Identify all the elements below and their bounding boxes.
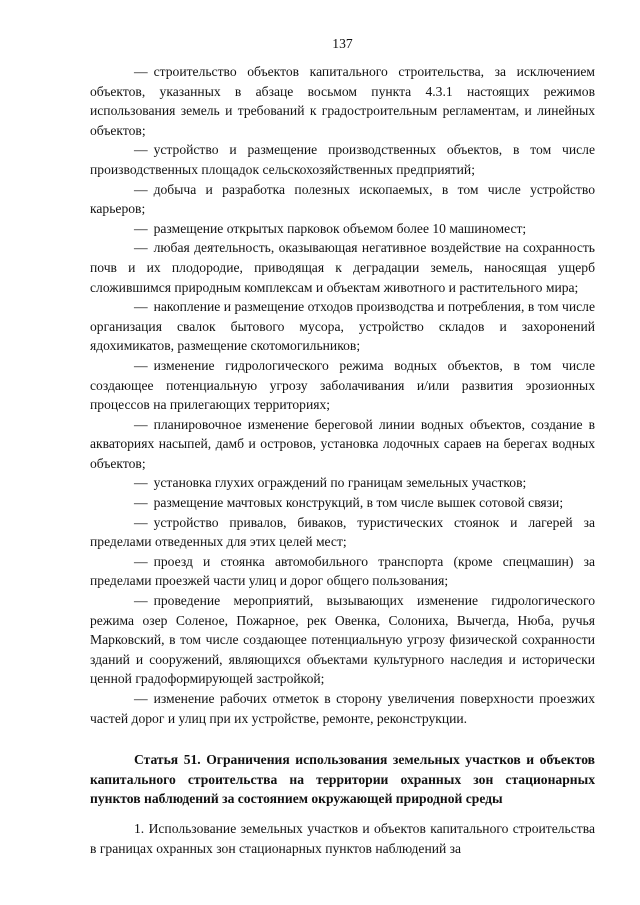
- dash-marker: —: [134, 357, 148, 373]
- list-item: [90, 140, 595, 179]
- dash-marker: —: [134, 299, 148, 315]
- list-item-text: устройство и размещение производственных объектов, в том числе производственных площадок сельскохозяйственных предприятий;: [90, 142, 595, 177]
- dash-marker: —: [134, 181, 148, 197]
- dash-marker: —: [134, 691, 148, 706]
- list-item-text: проведение мероприятий, вызывающих изменение гидрологического режима озер Соленое, Пожарное, рек Овенка, Солониха, Вычегда, Нюба, ручья Марковский, в том числе создающее потенциальную угрозу физической сохранности зданий и сооружений, являющихся объектами культурного наследия и исторически ценной градоформирующей застройкой;: [90, 593, 595, 687]
- list-item-text: устройство привалов, биваков, туристических стоянок и лагерей за пределами отведенных для этих целей мест;: [90, 514, 595, 550]
- dash-marker: —: [134, 514, 148, 530]
- list-item-text: планировочное изменение береговой линии водных объектов, создание в акваториях насыпей, дамб и островов, установка лодочных сараев на берегах водных объектов;: [90, 416, 595, 471]
- list-item: [90, 180, 595, 219]
- dash-marker: —: [134, 64, 148, 79]
- list-item: [90, 238, 595, 297]
- list-item-text: изменение гидрологического режима водных объектов, в том числе создающее потенциальную угрозу заболачивания и/или развития эрозионных процессов на прилегающих территориях;: [90, 357, 595, 413]
- dash-marker: —: [134, 416, 148, 432]
- list-item: [90, 493, 595, 513]
- list-item: [90, 219, 595, 239]
- page-number: 137: [332, 36, 353, 51]
- paragraph-1: 1. Использование земельных участков и объектов капитального строительства в границах охранных зон стационарных пунктов наблюдений за: [90, 820, 595, 856]
- article-heading: Статья 51. Ограничения использования земельных участков и объектов капитального строительства на территории охранных зон стационарных пунктов наблюдений за состоянием окружающей природной среды: [90, 752, 595, 807]
- list-item: [90, 689, 595, 728]
- list-item-text: размещение открытых парковок объемом более 10 машиномест;: [153, 220, 527, 236]
- list-item: [90, 513, 595, 552]
- dash-marker: —: [134, 220, 148, 236]
- list-item: [90, 473, 595, 493]
- list-item: [90, 297, 595, 356]
- dash-marker: —: [134, 553, 148, 569]
- list-item: [90, 62, 595, 140]
- list-item-text: размещение мачтовых конструкций, в том числе вышек сотовой связи;: [153, 495, 564, 511]
- list-item: [90, 552, 595, 591]
- list-item-text: любая деятельность, оказывающая негативное воздействие на сохранность почв и их плодородие, приводящая к деградации земель, наносящая ущерб сложившимся природным комплексам и объектам животного и растительного мира;: [90, 240, 595, 295]
- dash-marker: —: [134, 240, 148, 256]
- list-item-text: добыча и разработка полезных ископаемых, в том числе устройство карьеров;: [90, 181, 595, 217]
- dash-marker: —: [134, 495, 148, 511]
- list-item: [90, 356, 595, 415]
- dash-marker: —: [134, 593, 148, 609]
- restriction-list: [90, 62, 595, 728]
- list-item-text: проезд и стоянка автомобильного транспорта (кроме спецмашин) за пределами проезжей части улиц и дорог общего пользования;: [90, 553, 595, 589]
- dash-marker: —: [134, 142, 148, 158]
- list-item: [90, 415, 595, 474]
- list-item-text: изменение рабочих отметок в сторону увеличения поверхности проезжих частей дорог и улиц при их устройстве, ремонте, реконструкции.: [90, 691, 595, 726]
- dash-marker: —: [134, 475, 148, 491]
- list-item: [90, 591, 595, 689]
- document-page: [90, 34, 595, 858]
- list-item-text: установка глухих ограждений по границам земельных участков;: [153, 475, 527, 491]
- list-item-text: строительство объектов капитального строительства, за исключением объектов, указанных в абзаце восьмом пункта 4.3.1 настоящих режимов использования земель и требований к градостроительным регламентам, и линейных объектов;: [90, 64, 595, 138]
- list-item-text: накопление и размещение отходов производства и потребления, в том числе организация свалок бытового мусора, устройство складов и захоронений ядохимикатов, размещение скотомогильников;: [90, 299, 595, 354]
